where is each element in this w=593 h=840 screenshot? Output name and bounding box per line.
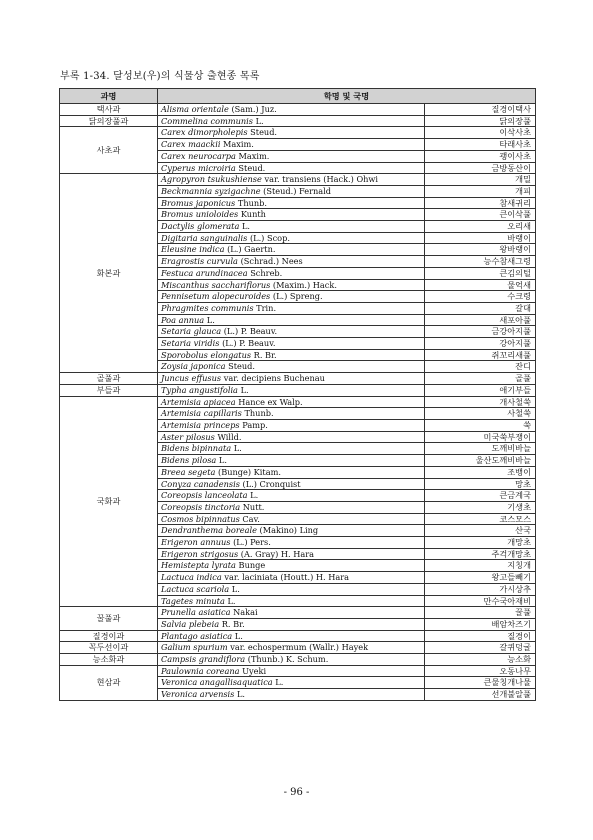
scientific-name-cell (158, 185, 425, 197)
korean-name-cell: 금강아지풀 (425, 326, 536, 338)
scientific-name-cell (158, 267, 425, 279)
species-name: Carex neurocarpa (161, 150, 236, 161)
species-name: Phragmites communis (161, 302, 254, 313)
species-name: Bidens bipinnata (161, 443, 232, 454)
author-name: (Thunb.) K. Schum. (247, 654, 329, 665)
author-name: var. decipiens Buchenau (223, 373, 325, 384)
table-row (60, 174, 536, 186)
scientific-name-cell (158, 443, 425, 455)
author-name: Schreb. (250, 267, 283, 278)
scientific-name-cell (158, 291, 425, 303)
scientific-name-cell (158, 302, 425, 314)
table-row (60, 396, 536, 408)
table-row (60, 607, 536, 619)
scientific-name-cell (158, 501, 425, 513)
korean-name-cell: 오리새 (425, 221, 536, 233)
author-name: Thunb. (244, 408, 274, 419)
author-name: Bunge (238, 560, 266, 571)
author-name: L. (275, 677, 284, 688)
korean-name-cell: 수크령 (425, 291, 536, 303)
scientific-name-cell (158, 314, 425, 326)
korean-name-cell: 쑥 (425, 419, 536, 431)
korean-name-cell: 주걱개망초 (425, 548, 536, 560)
korean-name-cell: 새포아풀 (425, 314, 536, 326)
korean-name-cell: 애기부들 (425, 384, 536, 396)
scientific-name-cell (158, 127, 425, 139)
species-name: Digitaria sanguinalis (161, 232, 248, 243)
family-cell: 국화과 (60, 396, 158, 607)
korean-name-cell: 꿀풀 (425, 607, 536, 619)
species-name: Artemisia princeps (161, 419, 240, 430)
species-name: Breea segeta (161, 466, 216, 477)
scientific-name-cell (158, 396, 425, 408)
author-name: L. (236, 689, 246, 700)
page-number: - 96 - (283, 787, 310, 798)
species-name: Lactuca indica (161, 572, 222, 583)
species-name: Salvia plebeia (161, 618, 220, 629)
family-cell: 꼭두선이과 (60, 642, 158, 654)
korean-name-cell: 가시상추 (425, 583, 536, 595)
author-name: (L.) Pers. (233, 537, 271, 548)
scientific-name-cell (158, 197, 425, 209)
author-name: (Maxim.) Hack. (272, 279, 337, 290)
species-name: Coreopsis lanceolata (161, 490, 248, 501)
species-name: Prunella asiatica (161, 607, 231, 618)
scientific-name-cell (158, 338, 425, 350)
scientific-name-cell (158, 209, 425, 221)
species-name: Juncus effusus (161, 373, 222, 384)
korean-name-cell: 선개불알풀 (425, 689, 536, 701)
scientific-name-cell (158, 256, 425, 268)
scientific-name-cell (158, 583, 425, 595)
korean-name-cell: 바랭이 (425, 232, 536, 244)
korean-name-cell: 왕고들빼기 (425, 572, 536, 584)
korean-name-cell: 코스모스 (425, 513, 536, 525)
author-name: L. (250, 490, 259, 501)
scientific-name-cell (158, 572, 425, 584)
species-name: Bromus unioloides (161, 209, 239, 220)
korean-name-cell: 참새귀리 (425, 197, 536, 209)
author-name: (L.) Gaertn. (227, 244, 276, 255)
scientific-name-cell (158, 104, 425, 116)
family-cell: 부들과 (60, 384, 158, 396)
author-name: Willd. (217, 431, 242, 442)
author-name: L. (240, 384, 249, 395)
table-row (60, 373, 536, 385)
korean-name-cell: 큰금계국 (425, 490, 536, 502)
korean-name-cell: 조뱅이 (425, 466, 536, 478)
species-name: Coreopsis tinctoria (161, 501, 241, 512)
scientific-name-cell (158, 560, 425, 572)
species-name: Carex maackii (161, 139, 221, 150)
species-name: Setaria viridis (161, 338, 220, 349)
species-name: Hemistepta lyrata (161, 560, 236, 571)
species-name: Galium spurium (161, 642, 228, 653)
species-name: Conyza canadensis (161, 478, 240, 489)
korean-name-cell: 개피 (425, 185, 536, 197)
family-cell: 택사과 (60, 104, 158, 116)
korean-name-cell: 기생초 (425, 501, 536, 513)
korean-name-cell: 괭이사초 (425, 150, 536, 162)
table-row (60, 642, 536, 654)
species-name: Tagetes minuta (161, 595, 225, 606)
species-name: Campsis grandiflora (161, 654, 246, 665)
korean-name-cell: 질경이택사 (425, 104, 536, 116)
author-name: (Makino) Ling (259, 525, 319, 536)
korean-name-cell: 물억새 (425, 279, 536, 291)
author-name: R. Br. (221, 618, 245, 629)
author-name: Uyeki (242, 665, 267, 676)
species-name: Aster pilosus (161, 431, 215, 442)
scientific-name-cell (158, 279, 425, 291)
scientific-name-cell (158, 607, 425, 619)
table-row (60, 104, 536, 116)
scientific-name-cell (158, 139, 425, 151)
scientific-name-cell (158, 115, 425, 127)
table-header-row (60, 89, 536, 104)
species-name: Dendranthema boreale (161, 525, 257, 536)
author-name: Maxim. (238, 150, 270, 161)
author-name: Cav. (242, 513, 260, 524)
species-name: Sporobolus elongatus (161, 349, 252, 360)
species-name: Veronica anagallisaquatica (161, 677, 273, 688)
species-name: Erigeron strigosus (161, 548, 239, 559)
korean-name-cell: 미국쑥부쟁이 (425, 431, 536, 443)
korean-name-cell: 개망초 (425, 537, 536, 549)
korean-name-cell: 지칭개 (425, 560, 536, 572)
table-body (60, 104, 536, 701)
scientific-name-cell (158, 548, 425, 560)
species-name: Artemisia capillaris (161, 408, 242, 419)
korean-name-cell: 산국 (425, 525, 536, 537)
name-column-header: 학명 및 국명 (158, 89, 536, 104)
author-name: Steud. (238, 162, 266, 173)
korean-name-cell: 망초 (425, 478, 536, 490)
korean-name-cell: 골풀 (425, 373, 536, 385)
species-name: Paulownia coreana (161, 665, 240, 676)
family-cell: 현삼과 (60, 665, 158, 700)
author-name: var. echospermum (Wallr.) Hayek (230, 642, 369, 653)
korean-name-cell: 갈대 (425, 302, 536, 314)
author-name: Pamp. (242, 419, 268, 430)
scientific-name-cell (158, 162, 425, 174)
author-name: (Sam.) Juz. (231, 104, 277, 114)
scientific-name-cell (158, 665, 425, 677)
scientific-name-cell (158, 150, 425, 162)
scientific-name-cell (158, 431, 425, 443)
author-name: Steud. (228, 361, 255, 372)
author-name: L. (206, 314, 215, 325)
scientific-name-cell (158, 408, 425, 420)
family-cell: 화본과 (60, 174, 158, 373)
species-name: Lactuca scariola (161, 583, 230, 594)
author-name: Kunth (240, 209, 266, 220)
author-name: Trin. (256, 302, 277, 313)
species-name: Carex dimorpholepis (161, 127, 248, 138)
scientific-name-cell (158, 478, 425, 490)
scientific-name-cell (158, 689, 425, 701)
korean-name-cell: 사철쑥 (425, 408, 536, 420)
korean-name-cell: 쥐꼬리새풀 (425, 349, 536, 361)
korean-name-cell: 오동나무 (425, 665, 536, 677)
author-name: Hance ex Walp. (238, 396, 303, 407)
author-name: (L.) P. Beauv. (223, 326, 278, 337)
species-name: Beckmannia syzigachne (161, 185, 261, 196)
author-name: L. (241, 221, 251, 232)
author-name: (Bunge) Kitam. (218, 466, 281, 477)
korean-name-cell: 개밀 (425, 174, 536, 186)
species-name: Setaria glauca (161, 326, 222, 337)
korean-name-cell: 개사철쑥 (425, 396, 536, 408)
scientific-name-cell (158, 525, 425, 537)
scientific-name-cell (158, 537, 425, 549)
family-cell: 꿀풀과 (60, 607, 158, 630)
scientific-name-cell (158, 677, 425, 689)
author-name: (L.) Spreng. (272, 291, 323, 302)
species-name: Commelina communis (161, 115, 253, 126)
author-name: L. (234, 630, 243, 641)
korean-name-cell: 능수참새그령 (425, 256, 536, 268)
table-row (60, 127, 536, 139)
korean-name-cell: 만수국아재비 (425, 595, 536, 607)
species-name: Eragrostis curvula (161, 256, 238, 267)
scientific-name-cell (158, 361, 425, 373)
species-name: Typha angustifolia (161, 384, 238, 395)
author-name: L. (233, 443, 242, 454)
author-name: L. (231, 583, 240, 594)
page-title: 부록 1-34. 달성보(우)의 식물상 출현종 목록 (60, 71, 260, 82)
species-name: Dactylis glomerata (161, 221, 240, 232)
scientific-name-cell (158, 232, 425, 244)
scientific-name-cell (158, 174, 425, 186)
korean-name-cell: 능소화 (425, 654, 536, 666)
family-cell: 질경이과 (60, 630, 158, 642)
author-name: (Schrad.) Nees (240, 256, 303, 267)
species-table (59, 88, 536, 701)
species-name: Bidens pilosa (161, 455, 217, 466)
scientific-name-cell (158, 244, 425, 256)
species-name: Zoysia japonica (161, 361, 226, 372)
author-name: Nakai (233, 607, 258, 618)
family-column-header: 과명 (60, 89, 158, 104)
scientific-name-cell (158, 221, 425, 233)
author-name: (L.) Scop. (249, 232, 290, 243)
table-row (60, 115, 536, 127)
author-name: (L.) Cronquist (242, 478, 301, 489)
author-name: L. (227, 595, 236, 606)
korean-name-cell: 큰물칭개나물 (425, 677, 536, 689)
korean-name-cell: 울산도깨비바늘 (425, 455, 536, 467)
table-row (60, 665, 536, 677)
korean-name-cell: 배암차즈기 (425, 618, 536, 630)
species-name: Cosmos bipinnatus (161, 513, 240, 524)
species-name: Cyperus microiria (161, 162, 236, 173)
species-name: Agropyron tsukushiense (161, 174, 262, 185)
species-name: Miscanthus sacchariflorus (161, 279, 271, 290)
author-name: (A. Gray) H. Hara (240, 548, 315, 559)
korean-name-cell: 큰이삭풀 (425, 209, 536, 221)
author-name: L. (218, 455, 227, 466)
korean-name-cell: 금방동산이 (425, 162, 536, 174)
family-cell: 사초과 (60, 127, 158, 174)
scientific-name-cell (158, 419, 425, 431)
scientific-name-cell (158, 490, 425, 502)
scientific-name-cell (158, 595, 425, 607)
scientific-name-cell (158, 618, 425, 630)
korean-name-cell: 닭의장풀 (425, 115, 536, 127)
species-name: Plantago asiatica (161, 630, 233, 641)
korean-name-cell: 갈퀴덩굴 (425, 642, 536, 654)
species-name: Pennisetum alopecuroides (161, 291, 271, 302)
species-name: Veronica arvensis (161, 689, 235, 700)
species-name: Poa annua (161, 314, 205, 325)
table-row (60, 630, 536, 642)
korean-name-cell: 이삭사초 (425, 127, 536, 139)
author-name: Steud. (250, 127, 278, 138)
author-name: Nutt. (242, 501, 265, 512)
korean-name-cell: 큰김의털 (425, 267, 536, 279)
scientific-name-cell (158, 466, 425, 478)
species-name: Festuca arundinacea (161, 267, 248, 278)
author-name: (L.) P. Beauv. (222, 338, 276, 349)
korean-name-cell: 강아지풀 (425, 338, 536, 350)
korean-name-cell: 왕바랭이 (425, 244, 536, 256)
scientific-name-cell (158, 455, 425, 467)
scientific-name-cell (158, 384, 425, 396)
author-name: L. (255, 115, 264, 126)
korean-name-cell: 도깨비바늘 (425, 443, 536, 455)
author-name: (Steud.) Fernald (263, 185, 332, 196)
species-name: Erigeron annuus (161, 537, 231, 548)
korean-name-cell: 잔디 (425, 361, 536, 373)
author-name: var. transiens (Hack.) Ohwi (264, 174, 379, 185)
korean-name-cell: 질경이 (425, 630, 536, 642)
korean-name-cell: 타래사초 (425, 139, 536, 151)
author-name: Maxim. (223, 139, 254, 150)
species-name: Eleusine indica (161, 244, 225, 255)
table-row (60, 384, 536, 396)
scientific-name-cell (158, 373, 425, 385)
scientific-name-cell (158, 654, 425, 666)
author-name: var. laciniata (Houtt.) H. Hara (224, 572, 350, 583)
author-name: R. Br. (253, 349, 277, 360)
scientific-name-cell (158, 630, 425, 642)
species-name: Bromus japonicus (161, 197, 236, 208)
author-name: Thunb. (237, 197, 267, 208)
species-name: Artemisia apiacea (161, 396, 236, 407)
scientific-name-cell (158, 642, 425, 654)
family-cell: 능소화과 (60, 654, 158, 666)
scientific-name-cell (158, 349, 425, 361)
species-name: Alisma orientale (161, 104, 229, 114)
scientific-name-cell (158, 513, 425, 525)
scientific-name-cell (158, 326, 425, 338)
family-cell: 닭의장풀과 (60, 115, 158, 127)
table-row (60, 654, 536, 666)
family-cell: 골풀과 (60, 373, 158, 385)
